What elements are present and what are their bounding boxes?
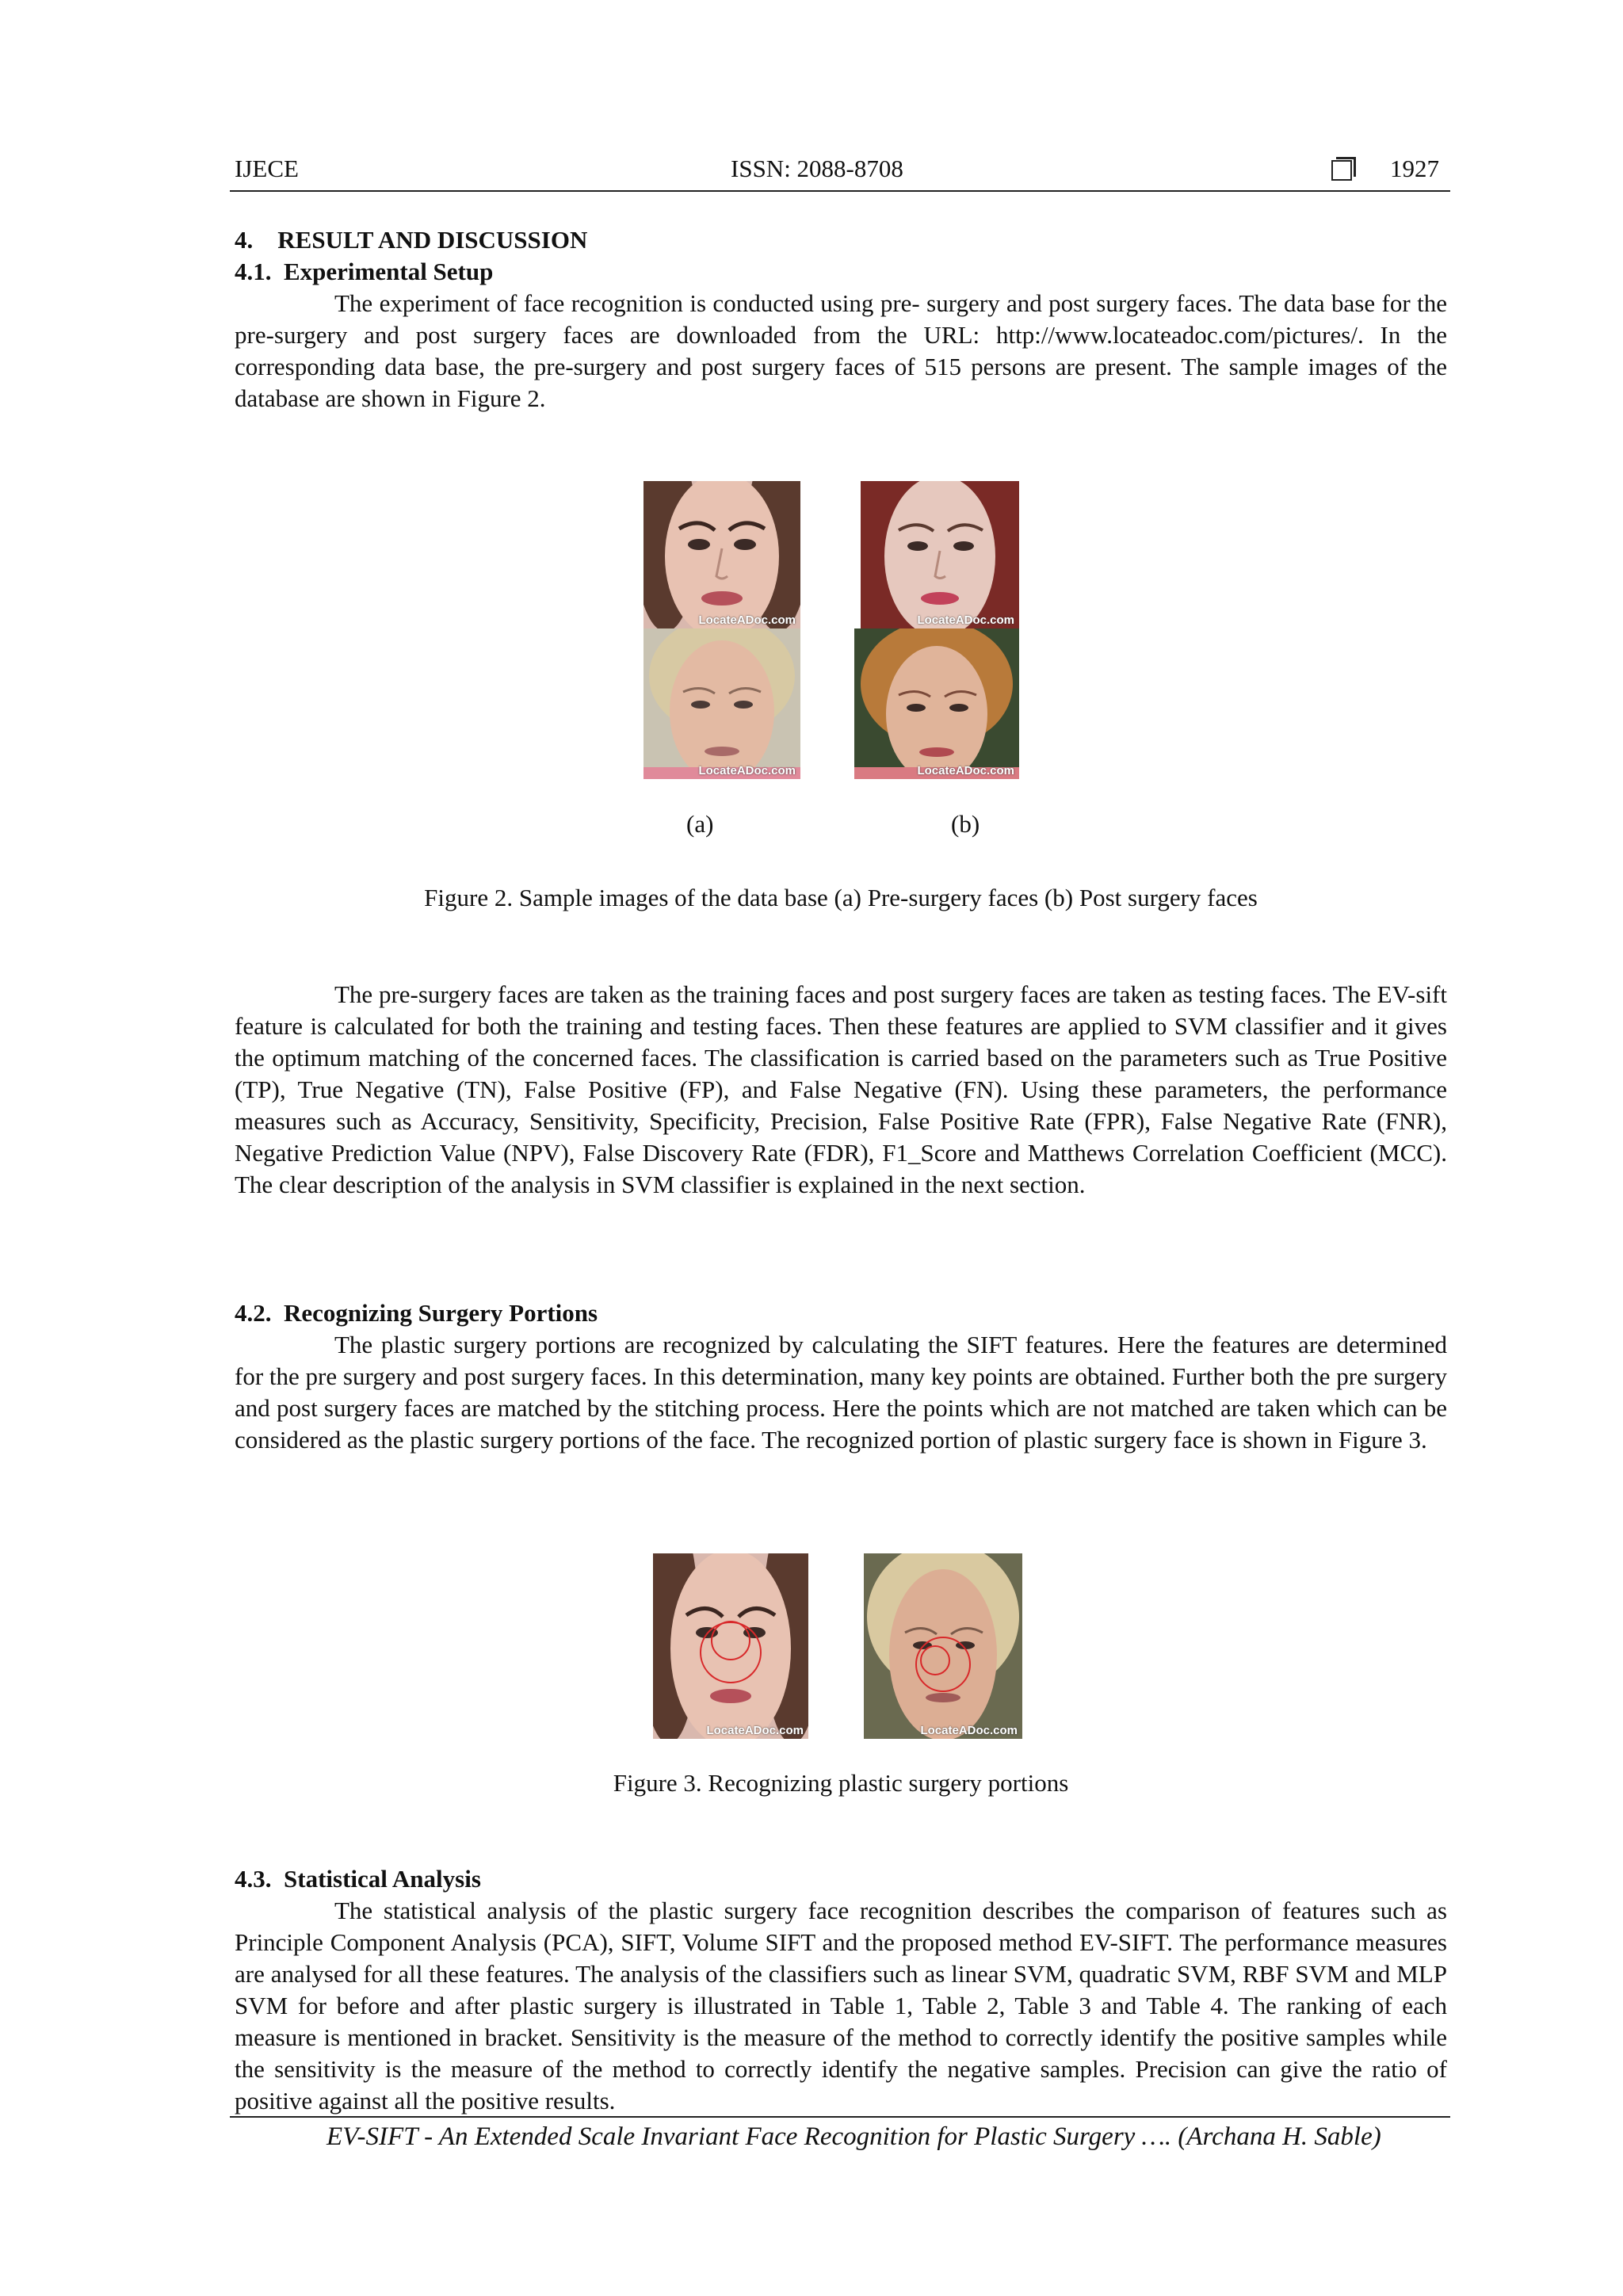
paragraph-statistical-analysis — [235, 1895, 1447, 2117]
watermark: LocateADoc.com — [917, 613, 1014, 627]
figure-label-b: (b) — [951, 810, 980, 838]
footer-rule — [230, 2116, 1450, 2118]
figure-2-caption: Figure 2. Sample images of the data base (a) Pre-surgery faces (b) Post surgery faces — [424, 884, 1258, 911]
paragraph-classification — [235, 979, 1447, 1201]
header-rule — [230, 190, 1450, 192]
watermark: LocateADoc.com — [917, 764, 1014, 777]
watermark: LocateADoc.com — [920, 1724, 1018, 1737]
subsection-heading: 4.1. Experimental Setup — [235, 258, 494, 285]
paragraph-text: The pre-surgery faces are taken as the training faces and post surgery faces are taken as testing faces. The EV-sift feature is calculated for both the training and testing faces. Then these features are applied to SVM classifier and it gives the optimum matching of the concerned faces. The classification is carried based on the parameters such as True Positive (TP), True Negative (TN), False Positive (FP), and False Negative (FN). Using these parameters, the performance measures such as Accuracy, Sensitivity, Specificity, Precision, False Positive Rate (FPR), False Negative Rate (FNR), Negative Prediction Value (NPV), False Discovery Rate (FDR), F1_Score and Matthews Correlation Coefficient (MCC). The clear description of the analysis in SVM classifier is explained in the next section. — [235, 980, 1447, 1198]
figure-label-a: (a) — [686, 810, 714, 838]
pre-surgery-face-1-image — [643, 481, 800, 628]
pre-surgery-face-2-image — [643, 628, 800, 779]
paragraph-surgery-portions — [235, 1329, 1447, 1456]
page-number: 1927 — [1390, 155, 1439, 182]
post-surgery-face-2-image — [854, 628, 1019, 779]
recognized-face-2-image — [864, 1553, 1022, 1739]
journal-name: IJECE — [235, 155, 299, 182]
watermark: LocateADoc.com — [706, 1724, 804, 1737]
paragraph-text: The plastic surgery portions are recognized by calculating the SIFT features. Here the features are determined for the pre surgery and post surgery faces. In this determination, many key points are obtained. Further both the pre surgery and post surgery faces are matched by the stitching process. Here the points which are not matched are taken which can be considered as the plastic surgery portions of the face. The recognized portion of plastic surgery face is shown in Figure 3. — [235, 1331, 1447, 1454]
post-surgery-face-1-image — [861, 481, 1019, 628]
paragraph-experimental-setup — [235, 288, 1447, 415]
checkbox-bullet-icon — [1331, 160, 1352, 181]
section-heading: 4. RESULT AND DISCUSSION — [235, 226, 588, 254]
issn: ISSN: 2088-8708 — [731, 155, 903, 182]
paragraph-text: The statistical analysis of the plastic surgery face recognition describes the comparison of features such as Principle Component Analysis (PCA), SIFT, Volume SIFT and the proposed method EV-SIFT. The performance measures are analysed for all these features. The analysis of the classifiers such as linear SVM, quadratic SVM, RBF SVM and MLP SVM for before and after plastic surgery is illustrated in Table 1, Table 2, Table 3 and Table 4. The ranking of each measure is mentioned in bracket. Sensitivity is the measure of the method to correctly identify the positive samples while the sensitivity is the measure of the method to correctly identify the negative samples. Precision can give the ratio of positive against all the positive results. — [235, 1897, 1447, 2115]
recognized-face-1-image — [653, 1553, 808, 1739]
subsection-heading: 4.3. Statistical Analysis — [235, 1865, 481, 1893]
paragraph-text: The experiment of face recognition is conducted using pre- surgery and post surgery faces. The data base for the pre-surgery and post surgery faces are downloaded from the URL: http://www.locateadoc.com/pictures/. In the corresponding data base, the pre-surgery and post surgery faces of 515 persons are present. The sample images of the database are shown in Figure 2. — [235, 289, 1447, 412]
watermark: LocateADoc.com — [698, 764, 796, 777]
watermark: LocateADoc.com — [698, 613, 796, 627]
running-footer: EV-SIFT - An Extended Scale Invariant Face Recognition for Plastic Surgery …. (Archana H. Sable) — [327, 2122, 1381, 2151]
subsection-heading: 4.2. Recognizing Surgery Portions — [235, 1299, 598, 1327]
figure-3-caption: Figure 3. Recognizing plastic surgery portions — [613, 1769, 1069, 1797]
